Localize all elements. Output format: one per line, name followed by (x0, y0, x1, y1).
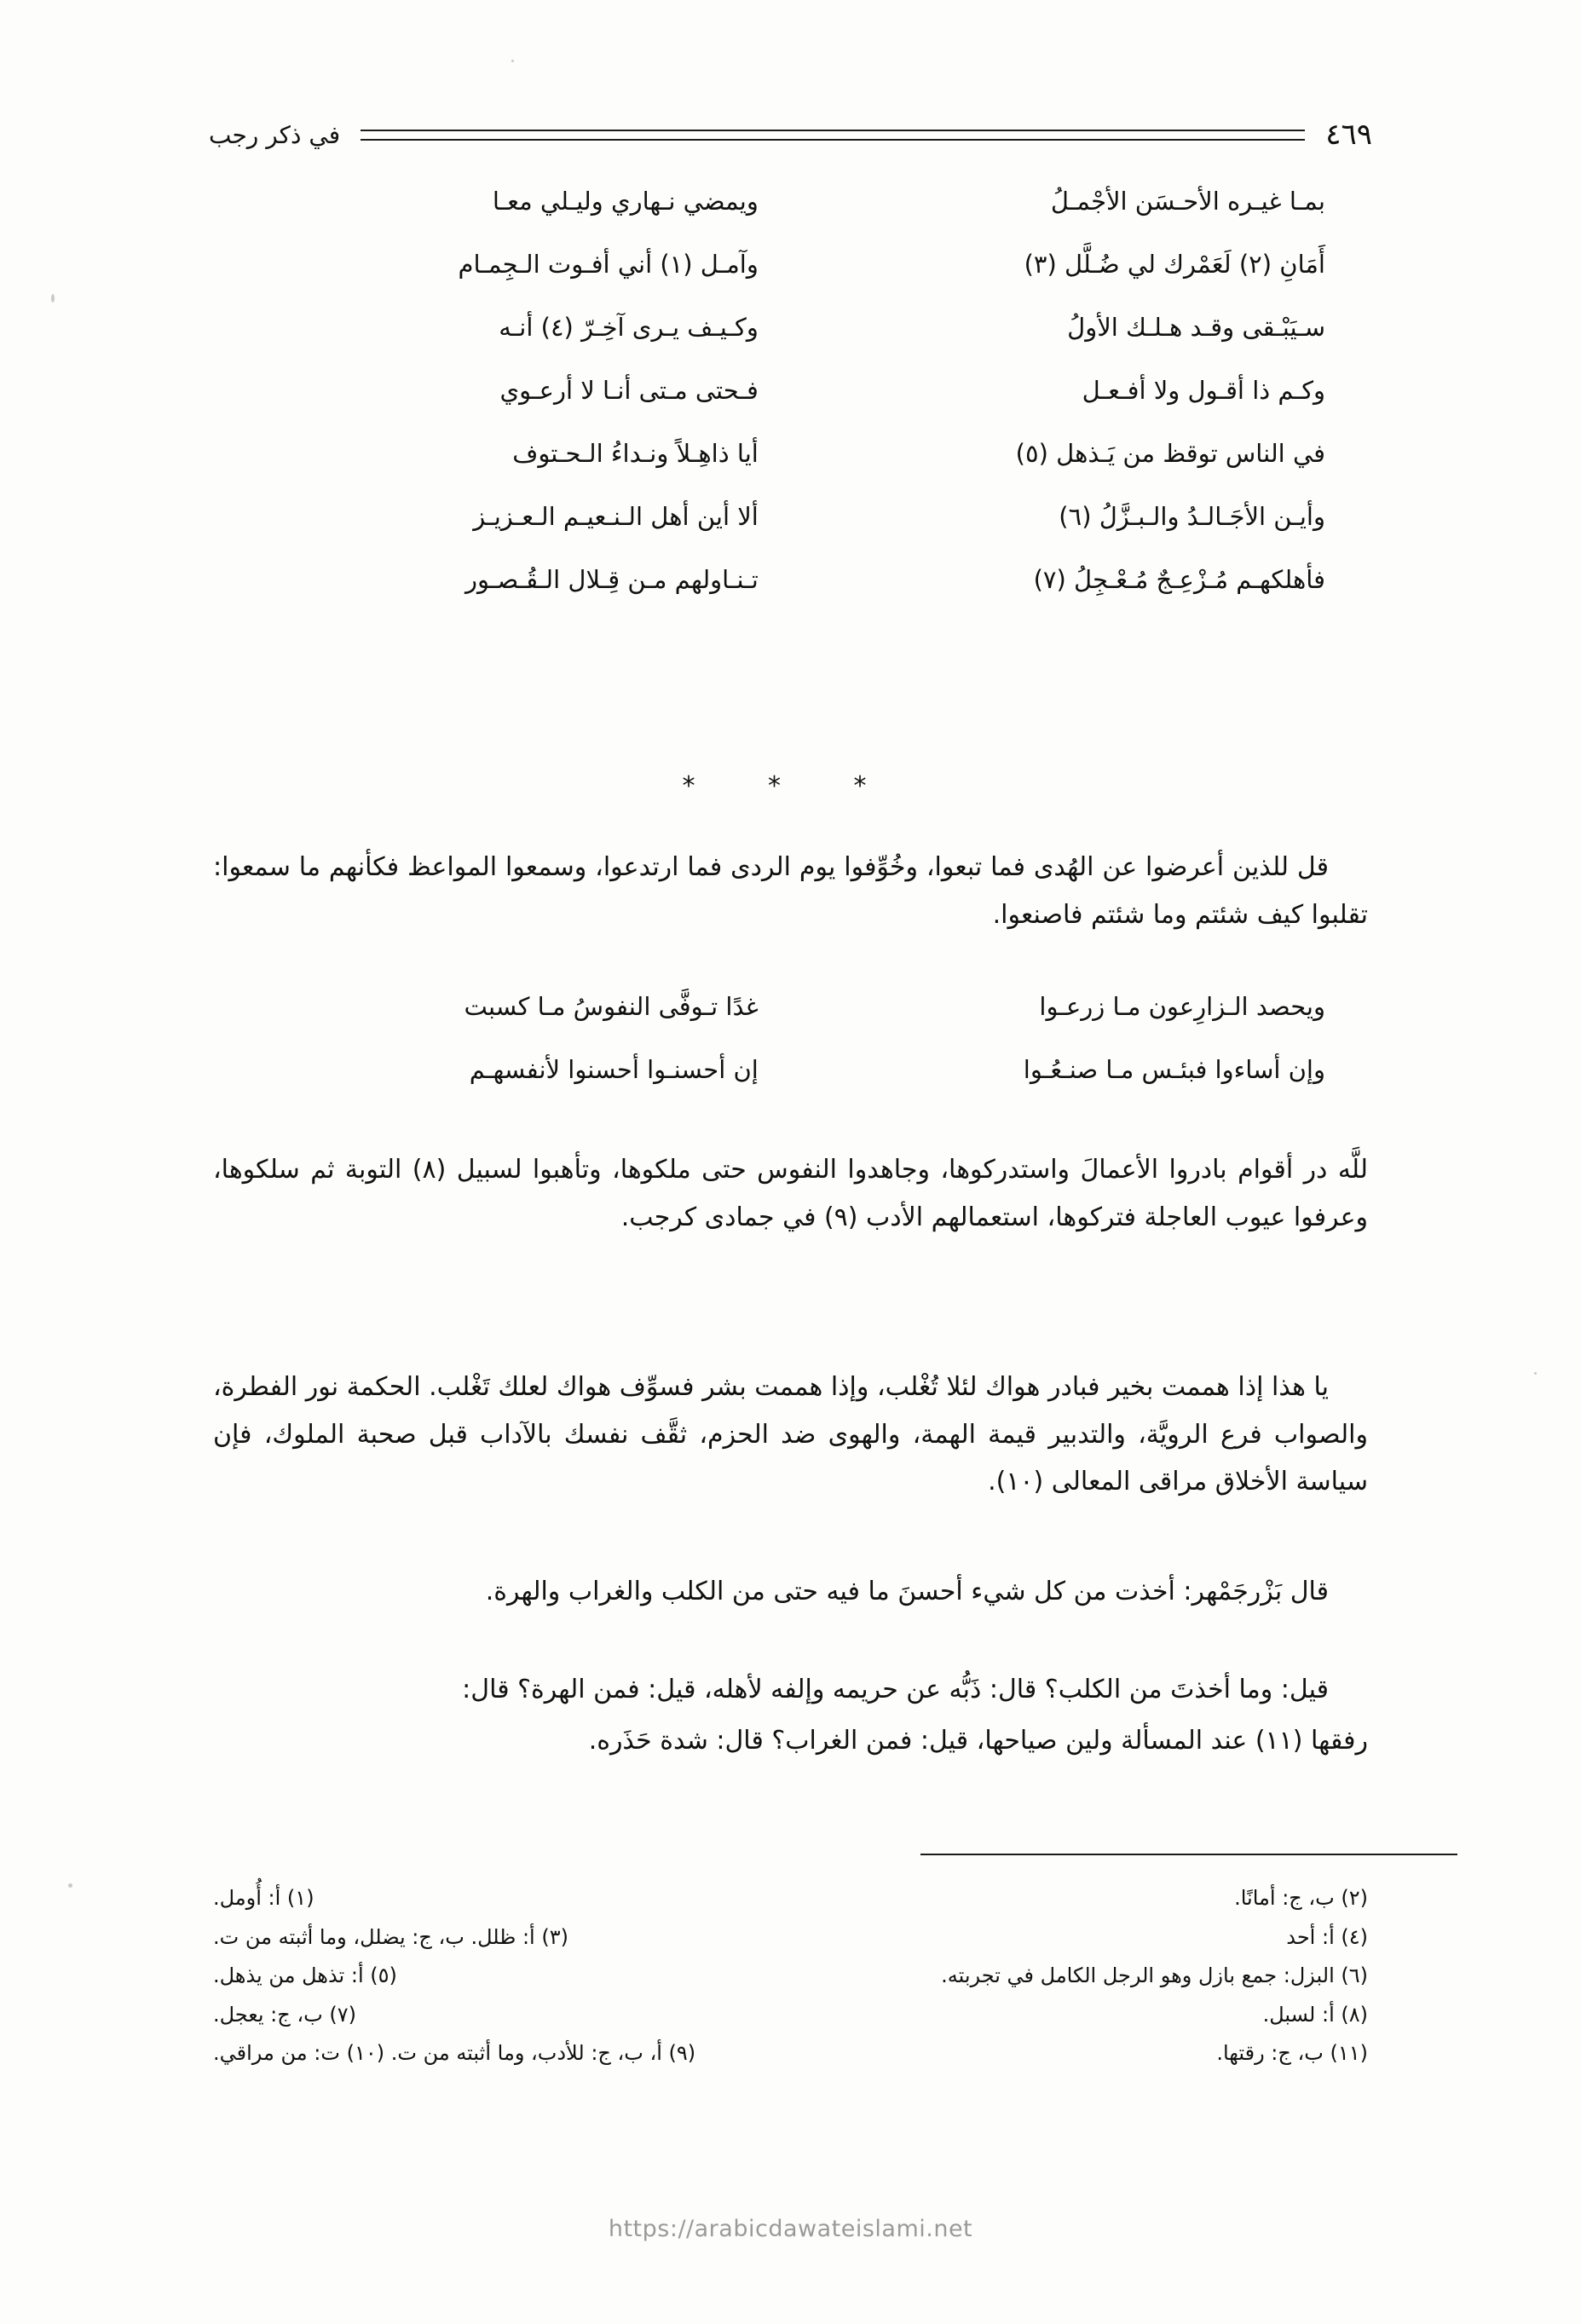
verse-line (256, 183, 1325, 219)
verse-line (256, 562, 1325, 597)
hemistich-left: وأيـن الأجَـالـدُ والـبـزَّلُ (٦) (1059, 502, 1325, 532)
prose-paragraph-6 (213, 1717, 1368, 1773)
hemistich-left: وإن أساءوا فبئـس مـا صنـعُـوا (1023, 1055, 1325, 1085)
scan-speck (1534, 1372, 1537, 1375)
footnote-row (213, 2034, 1368, 2073)
hemistich-left: فأهلكهـم مُـزْعِـجٌ مُـعْـجِلُ (٧) (1033, 565, 1325, 595)
footnote-entry: (١١) ب، ج: رقتها. (1216, 2041, 1368, 2066)
header-double-rule (361, 130, 1305, 141)
running-header (209, 109, 1372, 160)
footnote-row (213, 1957, 1368, 1996)
paragraph-text: للَّه در أقوام بادروا الأعمالَ واستدركوها، وجاهدوا النفوس حتى ملكوها، وتأهبوا لسبيل (٨) التوبة ثم سلكوها، وعرفوا عيوب العاجلة فتركوها، استعمالهم الأدب (٩) في جمادى كرجب. (213, 1155, 1368, 1232)
source-watermark: https://arabicdawateislami.net (608, 2216, 973, 2242)
header-title: في ذكر رجب (209, 120, 341, 149)
hemistich-left: أَمَانِ (٢) لَعَمْرك لي ضُـلَّل (٣) (1024, 250, 1325, 280)
prose-paragraph-4 (213, 1568, 1368, 1624)
prose-paragraph-5 (213, 1666, 1368, 1722)
footnote-entry: (٨) أ: لسبل. (1262, 2002, 1368, 2027)
hemistich-right: وكـيـف يـرى آخِـرّ (٤) أنـه (499, 313, 759, 343)
footnote-row (213, 1996, 1368, 2035)
hemistich-left: سـيَبْـقى وقـد هـلـك الأولُ (1067, 313, 1325, 343)
poem-block-one (256, 183, 1325, 625)
footnote-entry: (٣) أ: ظلل. ب، ج: يضلل، وما أثبته من ت. (213, 1924, 568, 1949)
verse-line (256, 1052, 1325, 1087)
prose-paragraph-3 (213, 1364, 1368, 1514)
scan-speck (51, 294, 55, 303)
footnote-entry: (٤) أ: أحد (1286, 1924, 1368, 1949)
verse-line (256, 499, 1325, 534)
footnote-entry: (٦) البزل: جمع بازل وهو الرجل الكامل في تجربته. (941, 1964, 1368, 1988)
hemistich-left: في الناس توقظ من يَـذهل (٥) (1015, 439, 1325, 469)
paragraph-text: قيل: وما أخذتَ من الكلب؟ قال: ذَبُّه عن حريمه وإلفه لأهله، قيل: فمن الهرة؟ قال: (462, 1675, 1329, 1704)
verse-line (256, 435, 1325, 471)
hemistich-left: وكـم ذا أقـول ولا أفـعـل (1082, 376, 1325, 406)
paragraph-text: رفقها (١١) عند المسألة ولين صياحها، قيل: فمن الغراب؟ قال: شدة حَذَره. (588, 1726, 1368, 1756)
hemistich-right: غدًا تـوفَّى النفوسُ مـا كسبت (464, 992, 759, 1021)
hemistich-right: إن أحسنـوا أحسنوا لأنفسهـم (469, 1055, 759, 1085)
hemistich-right: ألا أين أهل الـنـعيـم الـعـزيـز (473, 502, 759, 532)
hemistich-right: ويمضي نـهاري وليـلي معـا (492, 187, 759, 216)
paragraph-text: يا هذا إذا هممت بخير فبادر هواك لئلا تُغْلب، وإذا هممت بشر فسوِّف هواك لعلك تَغْلب. الحكمة نور الفطرة، والصواب فرع الرويَّة، والتدبير قيمة الهمة، والهوى ضد الحزم، ثقَّف نفسك بالآداب قبل صحبة الملوك، فإن سياسة الأخلاق مراقى المعالى (١٠). (213, 1372, 1368, 1496)
footnotes-block (213, 1879, 1368, 2073)
scan-speck (511, 60, 514, 62)
prose-paragraph-2 (213, 1146, 1368, 1249)
footnote-entry: (٢) ب، ج: أمانًا. (1234, 1886, 1368, 1910)
hemistich-right: وآمـل (١) أني أفـوت الـجِمـام (458, 250, 759, 280)
footnote-entry: (٩) أ، ب، ج: للأدب، وما أثبته من ت. (١٠) ت: من مراقي. (213, 2041, 696, 2066)
poem-block-two (256, 989, 1325, 1115)
verse-line (256, 372, 1325, 408)
scan-speck (68, 1883, 72, 1888)
verse-line (256, 309, 1325, 345)
hemistich-right: أيا ذاهِـلاً ونـداءُ الـحـتوف (512, 439, 759, 469)
paragraph-text: قل للذين أعرضوا عن الهُدى فما تبعوا، وخُوِّفوا يوم الردى فما ارتدعوا، وسمعوا المواعظ فكأنهم ما سمعوا: تقلبوا كيف شئتم وما شئتم فاصنعوا. (213, 852, 1368, 930)
verse-line (256, 246, 1325, 282)
footnote-entry: (٧) ب، ج: يعجل. (213, 2002, 356, 2027)
section-separator-stars: * * * (682, 771, 899, 801)
footnote-separator-rule (920, 1854, 1457, 1855)
verse-line (256, 989, 1325, 1024)
footnote-entry: (١) أ: أُومل. (213, 1886, 314, 1910)
footnote-row (213, 1918, 1368, 1958)
footnote-row (213, 1879, 1368, 1918)
hemistich-left: بمـا غيـره الأحـسَن الأجْمـلُ (1050, 187, 1325, 216)
page-number: ٤٦٩ (1325, 118, 1372, 152)
prose-paragraph-1 (213, 844, 1368, 947)
footnote-entry: (٥) أ: تذهل من يذهل. (213, 1964, 397, 1988)
paragraph-text: قال بَزْرجَمْهر: أخذت من كل شيء أحسنَ ما فيه حتى من الكلب والغراب والهرة. (485, 1577, 1329, 1606)
hemistich-right: فـحتى مـتى أنـا لا أرعـوي (499, 376, 759, 406)
hemistich-left: ويحصد الـزارِعون مـا زرعـوا (1039, 992, 1325, 1021)
hemistich-right: تـنـاولهم مـن قِـلال الـقُـصـور (465, 565, 759, 595)
